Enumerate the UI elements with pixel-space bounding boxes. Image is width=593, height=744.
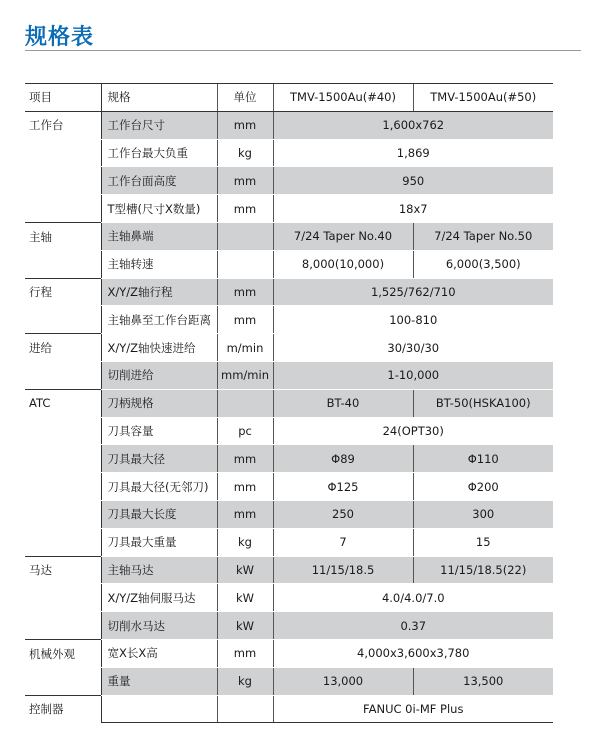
category-cell	[25, 306, 101, 334]
table-row	[25, 334, 553, 362]
unit-cell	[217, 222, 273, 250]
table-row	[25, 639, 553, 667]
value-cell: 18x7	[273, 195, 553, 223]
value-cell-model-40: 8,000(10,000)	[273, 250, 413, 278]
value-cell-model-40: 250	[273, 500, 413, 528]
table-row	[25, 473, 553, 501]
spec-cell: 刀具最大长度	[101, 500, 217, 528]
value-cell: 4.0/4.0/7.0	[273, 584, 553, 612]
category-cell	[25, 195, 101, 223]
table-row	[25, 445, 553, 473]
unit-cell: kW	[217, 556, 273, 584]
unit-cell: mm	[217, 500, 273, 528]
unit-cell: kg	[217, 139, 273, 167]
spec-cell: T型槽(尺寸X数量)	[101, 195, 217, 223]
value-cell: 1,525/762/710	[273, 278, 553, 306]
unit-cell: mm	[217, 111, 273, 139]
value-cell: 4,000x3,600x3,780	[273, 639, 553, 667]
value-cell-model-40: Φ89	[273, 445, 413, 473]
value-cell: 1,869	[273, 139, 553, 167]
spec-cell: X/Y/Z轴伺服马达	[101, 584, 217, 612]
table-row	[25, 306, 553, 334]
category-cell: 马达	[25, 556, 101, 584]
spec-cell: 刀具最大重量	[101, 528, 217, 556]
table-row	[25, 528, 553, 556]
header-item: 项目	[25, 84, 101, 112]
spec-cell: 主轴鼻端	[101, 222, 217, 250]
unit-cell: mm	[217, 167, 273, 195]
unit-cell: mm	[217, 278, 273, 306]
table-row	[25, 139, 553, 167]
value-cell-model-50: 6,000(3,500)	[413, 250, 553, 278]
table-row	[25, 167, 553, 195]
header-model-40: TMV-1500Au(#40)	[273, 84, 413, 112]
header-unit: 单位	[217, 84, 273, 112]
table-row	[25, 500, 553, 528]
category-cell	[25, 473, 101, 501]
table-row	[25, 389, 553, 417]
table-row	[25, 250, 553, 278]
unit-cell: pc	[217, 417, 273, 445]
value-cell-model-50: 13,500	[413, 667, 553, 695]
header-spec: 规格	[101, 84, 217, 112]
unit-cell: mm	[217, 195, 273, 223]
spec-cell: 工作台尺寸	[101, 111, 217, 139]
value-cell-model-50: Φ110	[413, 445, 553, 473]
value-cell: 24(OPT30)	[273, 417, 553, 445]
value-cell-model-50: BT-50(HSKA100)	[413, 389, 553, 417]
spec-cell: 重量	[101, 667, 217, 695]
unit-cell: mm	[217, 639, 273, 667]
spec-cell: 刀具最大径	[101, 445, 217, 473]
category-cell: 主轴	[25, 222, 101, 250]
table-row	[25, 667, 553, 695]
value-cell-model-50: 15	[413, 528, 553, 556]
category-cell	[25, 361, 101, 389]
spec-cell: 主轴鼻至工作台距离	[101, 306, 217, 334]
category-cell	[25, 167, 101, 195]
category-cell: 控制器	[25, 695, 101, 723]
unit-cell	[217, 250, 273, 278]
table-row	[25, 195, 553, 223]
value-cell: 100-810	[273, 306, 553, 334]
value-cell-model-40: 7	[273, 528, 413, 556]
table-row	[25, 695, 553, 723]
spec-cell	[101, 695, 217, 723]
spec-cell: 刀具最大径(无邻刀)	[101, 473, 217, 501]
table-row	[25, 222, 553, 250]
spec-cell: 切削进给	[101, 361, 217, 389]
table-row	[25, 612, 553, 640]
value-cell: 1-10,000	[273, 361, 553, 389]
unit-cell: kW	[217, 612, 273, 640]
spec-cell: 刀具容量	[101, 417, 217, 445]
table-row	[25, 417, 553, 445]
category-cell	[25, 139, 101, 167]
spec-cell: 刀柄规格	[101, 389, 217, 417]
value-cell: FANUC 0i-MF Plus	[273, 695, 553, 723]
value-cell: 0.37	[273, 612, 553, 640]
category-cell: 行程	[25, 278, 101, 306]
spec-cell: 主轴转速	[101, 250, 217, 278]
category-cell	[25, 528, 101, 556]
unit-cell: kg	[217, 528, 273, 556]
value-cell-model-40: 11/15/18.5	[273, 556, 413, 584]
table-row	[25, 111, 553, 139]
category-cell	[25, 250, 101, 278]
category-cell: 工作台	[25, 111, 101, 139]
spec-cell: 切削水马达	[101, 612, 217, 640]
unit-cell	[217, 389, 273, 417]
value-cell-model-50: 7/24 Taper No.50	[413, 222, 553, 250]
value-cell-model-40: BT-40	[273, 389, 413, 417]
value-cell-model-40: Φ125	[273, 473, 413, 501]
value-cell-model-50: Φ200	[413, 473, 553, 501]
value-cell-model-50: 300	[413, 500, 553, 528]
category-cell	[25, 445, 101, 473]
table-row	[25, 584, 553, 612]
category-cell: 进给	[25, 334, 101, 362]
category-cell	[25, 612, 101, 640]
unit-cell: mm	[217, 473, 273, 501]
spec-cell: X/Y/Z轴行程	[101, 278, 217, 306]
unit-cell: mm/min	[217, 361, 273, 389]
unit-cell: kg	[217, 667, 273, 695]
unit-cell: mm	[217, 306, 273, 334]
spec-table-body	[25, 84, 553, 723]
table-row	[25, 278, 553, 306]
category-cell	[25, 584, 101, 612]
category-cell	[25, 500, 101, 528]
unit-cell: kW	[217, 584, 273, 612]
category-cell: ATC	[25, 389, 101, 417]
category-cell	[25, 417, 101, 445]
spec-cell: 工作台最大负重	[101, 139, 217, 167]
value-cell: 30/30/30	[273, 334, 553, 362]
spec-table	[25, 83, 553, 723]
unit-cell	[217, 695, 273, 723]
value-cell: 1,600x762	[273, 111, 553, 139]
page-title: 规格表	[25, 25, 95, 50]
table-header-row	[25, 84, 553, 112]
value-cell-model-40: 7/24 Taper No.40	[273, 222, 413, 250]
category-cell	[25, 667, 101, 695]
spec-cell: 主轴马达	[101, 556, 217, 584]
table-row	[25, 556, 553, 584]
header-model-50: TMV-1500Au(#50)	[413, 84, 553, 112]
spec-cell: X/Y/Z轴快速进给	[101, 334, 217, 362]
unit-cell: mm	[217, 445, 273, 473]
category-cell: 机械外观	[25, 639, 101, 667]
spec-cell: 宽X长X高	[101, 639, 217, 667]
spec-cell: 工作台面高度	[101, 167, 217, 195]
value-cell: 950	[273, 167, 553, 195]
value-cell-model-40: 13,000	[273, 667, 413, 695]
table-row	[25, 361, 553, 389]
value-cell-model-50: 11/15/18.5(22)	[413, 556, 553, 584]
title-divider	[25, 50, 581, 51]
unit-cell: m/min	[217, 334, 273, 362]
